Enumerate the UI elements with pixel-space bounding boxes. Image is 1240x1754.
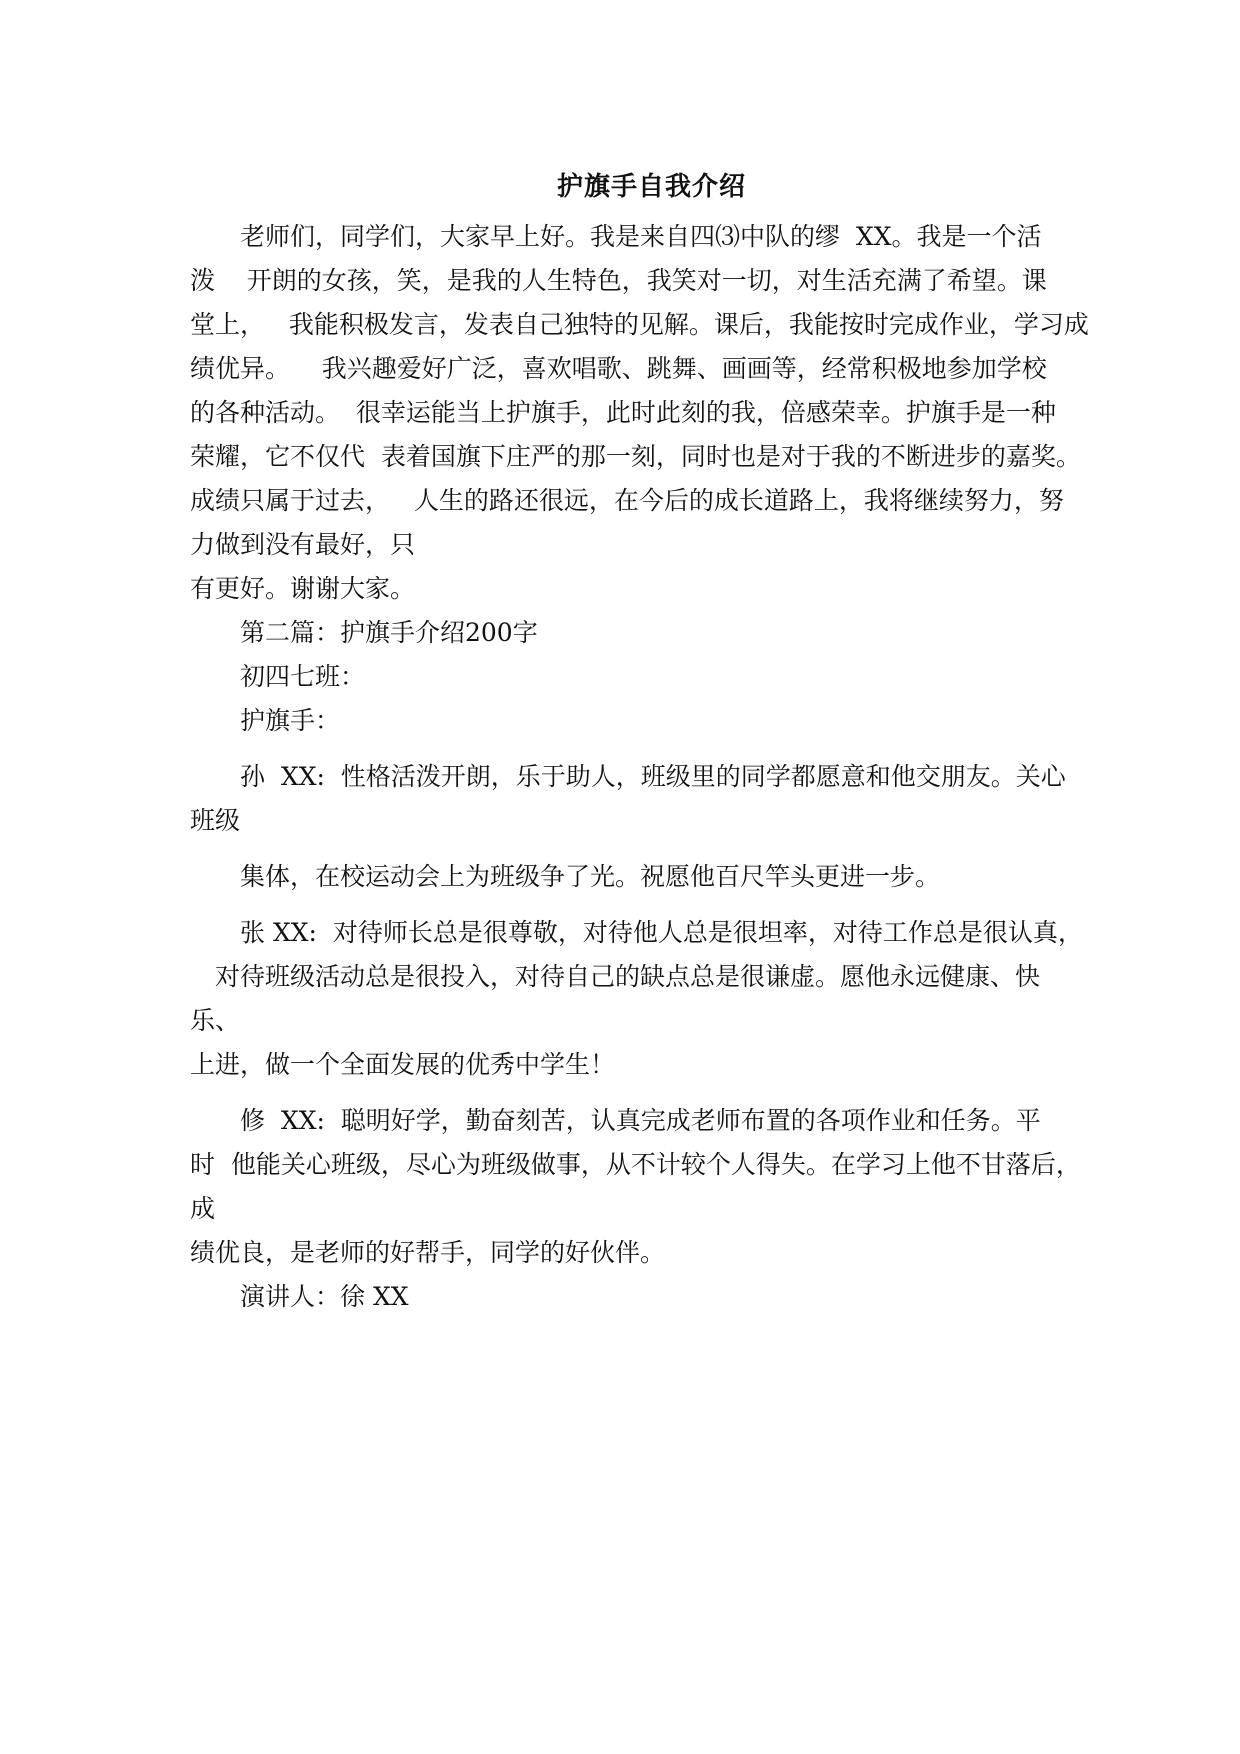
paragraph-line: 老师们，同学们，大家早上好。我是来自四⑶中队的缪 XX。我是一个活: [240, 222, 1042, 251]
class-label: 初四七班：: [240, 662, 366, 691]
paragraph-line: 堂上， 我能积极发言，发表自己独特的见解。课后，我能按时完成作业，学习成: [190, 310, 1089, 339]
paragraph-line: 的各种活动。 很幸运能当上护旗手，此时此刻的我，倍感荣幸。护旗手是一种: [190, 398, 1056, 427]
paragraph-line: 成: [190, 1194, 216, 1223]
paragraph-line: 乐、: [190, 1006, 241, 1035]
flag-bearer-label: 护旗手：: [240, 706, 341, 735]
paragraph-line: 荣耀，它不仅代 表着国旗下庄严的那一刻，同时也是对于我的不断进步的嘉奖。: [190, 442, 1081, 471]
paragraph-line: 班级: [190, 806, 241, 835]
paragraph-line: 对待班级活动总是很投入，对待自己的缺点总是很谦虚。愿他永远健康、快: [215, 962, 1041, 991]
paragraph-line: 上进，做一个全面发展的优秀中学生！: [190, 1050, 616, 1079]
paragraph-line: 张 XX: 对待师长总是很尊敬，对待他人总是很坦率，对待工作总是很认真，: [240, 918, 1083, 947]
paragraph-line: 时 他能关心班级，尽心为班级做事，从不计较个人得失。在学习上他不甘落后，: [190, 1150, 1081, 1179]
paragraph-line: 成绩只属于过去， 人生的路还很远，在今后的成长道路上，我将继续努力，努: [190, 486, 1064, 515]
paragraph-line: 绩优异。 我兴趣爱好广泛，喜欢唱歌、跳舞、画画等，经常积极地参加学校: [190, 354, 1047, 383]
paragraph-line: 绩优良，是老师的好帮手，同学的好伙伴。: [190, 1238, 666, 1267]
section-heading: 第二篇：护旗手介绍200字: [240, 618, 538, 647]
paragraph-line: 泼 开朗的女孩，笑，是我的人生特色，我笑对一切，对生活充满了希望。课: [190, 266, 1047, 295]
paragraph-line: 孙 XX: 性格活泼开朗，乐于助人，班级里的同学都愿意和他交朋友。关心: [240, 762, 1066, 791]
paragraph-line: 集体，在校运动会上为班级争了光。祝愿他百尺竿头更进一步。: [240, 862, 941, 891]
document-title: 护旗手自我介绍: [556, 172, 746, 202]
document-body: [190, 215, 1089, 1319]
speaker-line: 演讲人：徐 XX: [240, 1282, 409, 1311]
paragraph-line: 修 XX: 聪明好学，勤奋刻苦，认真完成老师布置的各项作业和任务。平: [240, 1106, 1041, 1135]
paragraph-line: 有更好。谢谢大家。: [190, 574, 416, 603]
paragraph-line: 力做到没有最好，只: [190, 530, 416, 559]
